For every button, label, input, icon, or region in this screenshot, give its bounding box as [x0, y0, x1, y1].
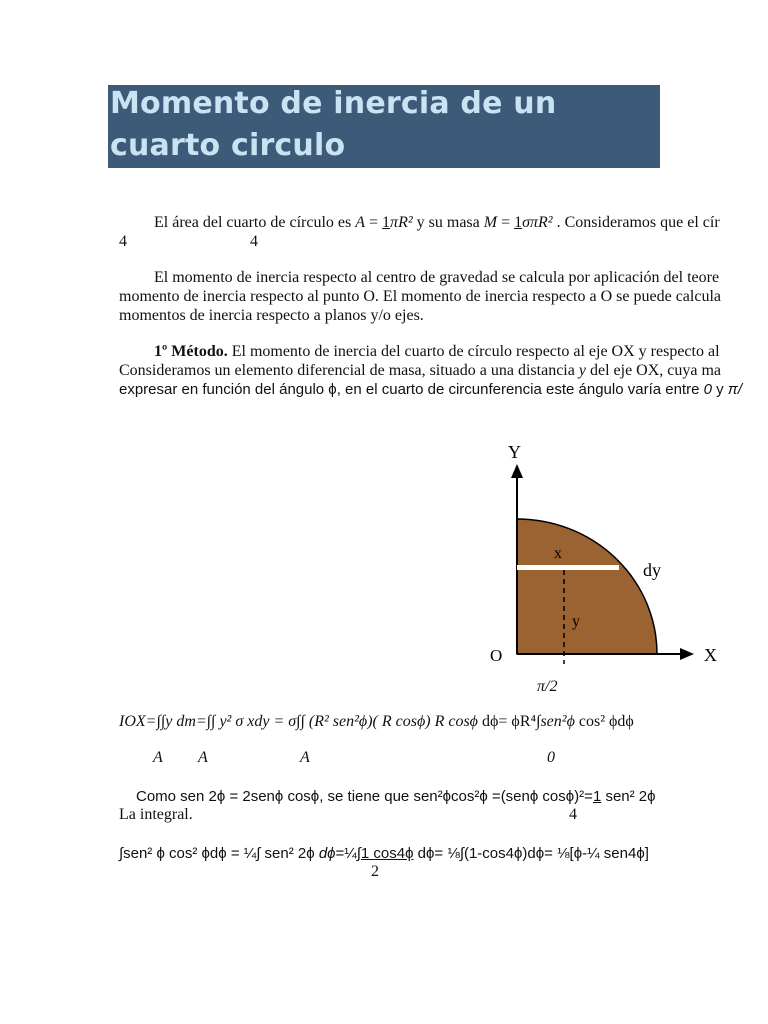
paragraph-method-line: Consideramos un elemento diferencial de masa, situado a una distancia y del eje OX, cuya ma: [119, 362, 722, 379]
fraction-denominator: 2: [371, 863, 379, 880]
page-title-line-2: cuarto circulo: [110, 128, 346, 163]
quarter-circle-figure: [470, 430, 740, 680]
fraction-denominator: 4: [569, 806, 577, 823]
element-dy-label: dy: [643, 560, 661, 580]
y-axis-arrowhead: [511, 464, 523, 478]
integral-equation: ∫sen² ϕ cos² ϕdϕ = ¼∫ sen² 2ϕ dϕ=¼∫1 cos4ϕ dϕ= ⅛∫(1-cos4ϕ)dϕ= ⅛[ϕ-¼ sen4ϕ]: [119, 845, 649, 862]
page-title-line-1: Momento de inercia de un: [110, 86, 557, 121]
paragraph-method-line: expresar en función del ángulo ϕ, en el cuarto de circunferencia este ángulo varía entre 0 y π/: [119, 381, 743, 398]
y-axis-label: Y: [508, 442, 521, 462]
element-x-label: x: [554, 545, 562, 562]
mass-element-strip: [517, 565, 619, 570]
integral-subscript: A: [198, 749, 208, 766]
element-y-label: y: [572, 613, 580, 630]
x-axis-label: X: [704, 645, 717, 665]
paragraph-line: momento de inercia respecto al punto O. El momento de inercia respecto a O se puede calcula: [119, 288, 721, 305]
origin-label: O: [490, 646, 503, 665]
fraction-denominator: 4: [250, 233, 258, 250]
integral-subscript: A: [153, 749, 163, 766]
identity-line: La integral.: [119, 806, 193, 823]
quarter-circle-region: [517, 519, 657, 654]
iox-equation: IOX=∫∫y dm=∫∫ y² σ xdy = σ∫∫ (R² sen²ϕ)( R cosϕ) R cosϕ dϕ= ϕR⁴∫sen²ϕ cos² ϕdϕ: [119, 713, 634, 730]
integral-lower-limit: 0: [547, 749, 555, 766]
paragraph-line: momentos de inercia respecto a planos y/o ejes.: [119, 307, 424, 324]
x-axis-arrowhead: [680, 648, 694, 660]
integral-subscript: A: [300, 749, 310, 766]
fraction-denominator: 4: [119, 233, 127, 250]
paragraph-line: El momento de inercia respecto al centro de gravedad se calcula por aplicación del teore: [154, 269, 720, 286]
identity-line: Como sen 2ϕ = 2senϕ cosϕ, se tiene que sen²ϕcos²ϕ =(senϕ cosϕ)²=1 sen² 2ϕ: [136, 788, 656, 805]
paragraph-method-line: 1º Método. El momento de inercia del cuarto de círculo respecto al eje OX y respecto al: [154, 343, 720, 360]
integral-upper-limit: π/2: [537, 678, 558, 695]
paragraph-area-mass: El área del cuarto de círculo es A = 1πR² y su masa M = 1σπR² . Consideramos que el cír: [154, 214, 720, 231]
